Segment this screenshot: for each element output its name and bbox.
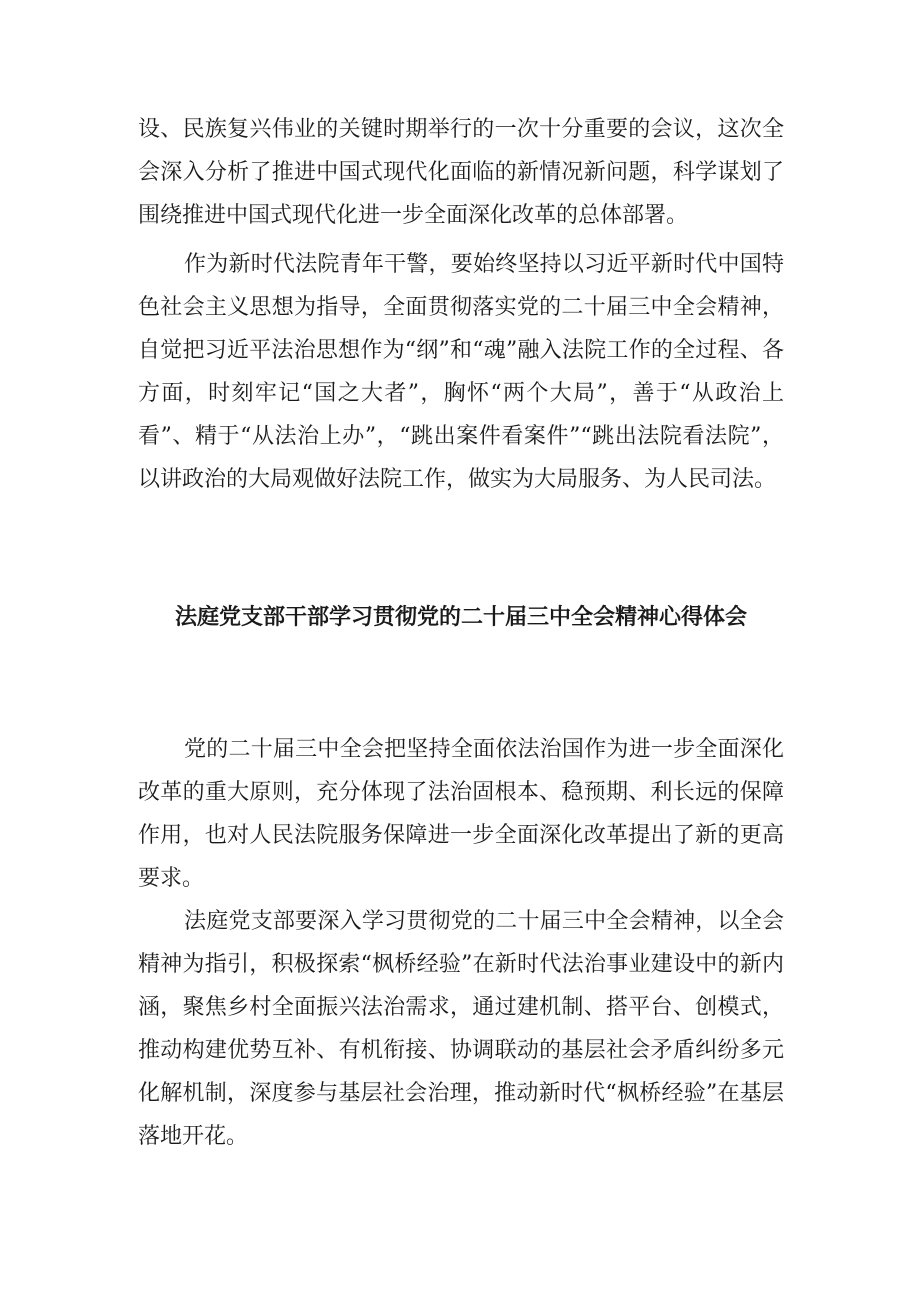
paragraph-continuation: 设、民族复兴伟业的关键时期举行的一次十分重要的会议，这次全会深入分析了推进中国式现代化面临的新情况新问题，科学谋划了围绕推进中国式现代化进一步全面深化改革的总体部署。 <box>138 117 784 228</box>
section-title: 法庭党支部干部学习贯彻党的二十届三中全会精神心得体会 <box>174 605 747 630</box>
paragraph-rule-of-law: 党的二十届三中全会把坚持全面依法治国作为进一步全面深化改革的重大原则，充分体现了法治固根本、稳预期、利长远的保障作用，也对人民法院服务保障进一步全面深化改革提出了新的更高要求。 <box>138 737 784 891</box>
paragraph-party-branch: 法庭党支部要深入学习贯彻党的二十届三中全会精神，以全会精神为指引，积极探索“枫桥经验”在新时代法治事业建设中的新内涵，聚焦乡村全面振兴法治需求，通过建机制、搭平台、创模式，推动构建优势互补、有机衔接、协调联动的基层社会矛盾纠纷多元化解机制，深度参与基层社会治理，推动新时代“枫桥经验”在基层落地开花。 <box>138 909 784 1149</box>
paragraph-young-police: 作为新时代法院青年干警，要始终坚持以习近平新时代中国特色社会主义思想为指导，全面贯彻落实党的二十届三中全会精神，自觉把习近平法治思想作为“纲”和“魂”融入法院工作的全过程、各方面，时刻牢记“国之大者”，胸怀“两个大局”，善于“从政治上看”、精于“从法治上办”，“跳出案件看案件”“跳出法院看法院”，以讲政治的大局观做好法院工作，做实为大局服务、为人民司法。 <box>138 252 784 492</box>
